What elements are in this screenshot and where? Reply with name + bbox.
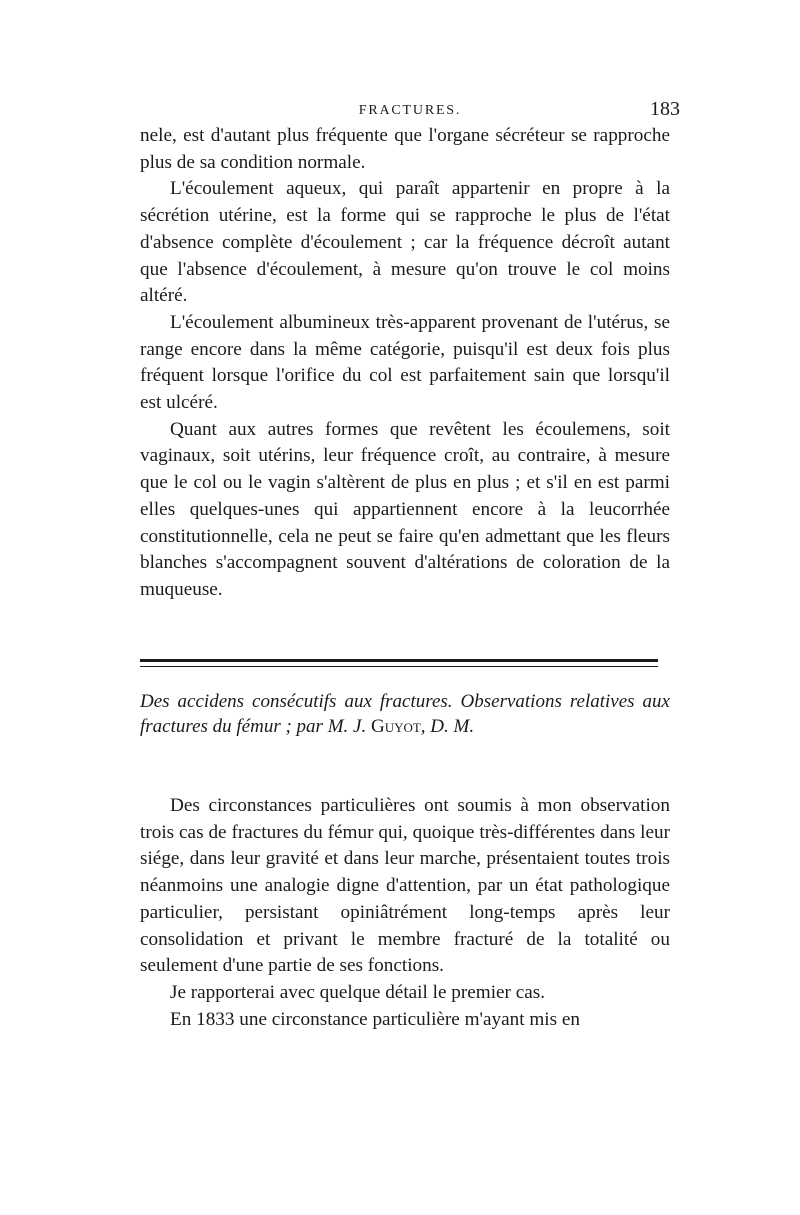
- section-divider: [140, 659, 658, 671]
- section-continued-text: [140, 123, 670, 604]
- article-title: [140, 689, 670, 739]
- running-title: FRACTURES.: [358, 103, 462, 118]
- article-author: Guyot: [370, 716, 421, 737]
- paragraph: nele, est d'autant plus fréquente que l'organe sécréteur se rapproche plus de sa condition normale.: [140, 125, 670, 173]
- paragraph: L'écoulement albumineux très-apparent provenant de l'utérus, se range encore dans la même catégorie, puisqu'il est deux fois plus fréquent lorsque l'orifice du col est parfaitement sain que lorsqu'il est ulcéré.: [140, 311, 670, 414]
- running-head: [140, 98, 680, 122]
- article-body: [140, 793, 670, 1033]
- paragraph: Des circonstances particulières ont soumis à mon observation trois cas de fractures du fémur qui, quoique très-différentes dans leur siége, dans leur gravité et dans leur marche, présentaient toutes trois néanmoins une analogie digne d'attention, par un état pathologique particulier, persistant opiniâtrément long-temps après leur consolidation et privant le membre fracturé de la totalité ou seulement d'une partie de ses fonctions.: [140, 795, 670, 977]
- article-title-main: Des accidens consécutifs aux fractures. Observations relatives aux fractures du fémur ; par M. J.: [140, 691, 670, 737]
- article-title-text: [140, 689, 670, 739]
- article-title-end: , D. M.: [420, 716, 475, 737]
- paragraph: Je rapporterai avec quelque détail le premier cas.: [170, 981, 546, 1003]
- paragraph: L'écoulement aqueux, qui paraît appartenir en propre à la sécrétion utérine, est la forme qui se rapproche le plus de l'état d'absence complète d'écoulement ; car la fréquence décroît autant que l'absence d'écoulement, à mesure qu'on trouve le col moins altéré.: [140, 178, 670, 307]
- divider-thick-rule: [140, 659, 658, 662]
- page-number: 183: [650, 98, 680, 120]
- divider-thin-rule: [140, 666, 658, 667]
- paragraph: Quant aux autres formes que revêtent les écoulemens, soit vaginaux, soit utérins, leur fréquence croît, au contraire, à mesure que le col ou le vagin s'altèrent de plus en plus ; et s'il en est parmi elles quelques-unes qui appartiennent encore à la leucorrhée constitutionnelle, cela ne peut se faire qu'en admettant que les fleurs blanches s'accompagnent souvent d'altérations de coloration de la muqueuse.: [140, 418, 670, 600]
- paragraph: En 1833 une circonstance particulière m'ayant mis en: [170, 1008, 580, 1030]
